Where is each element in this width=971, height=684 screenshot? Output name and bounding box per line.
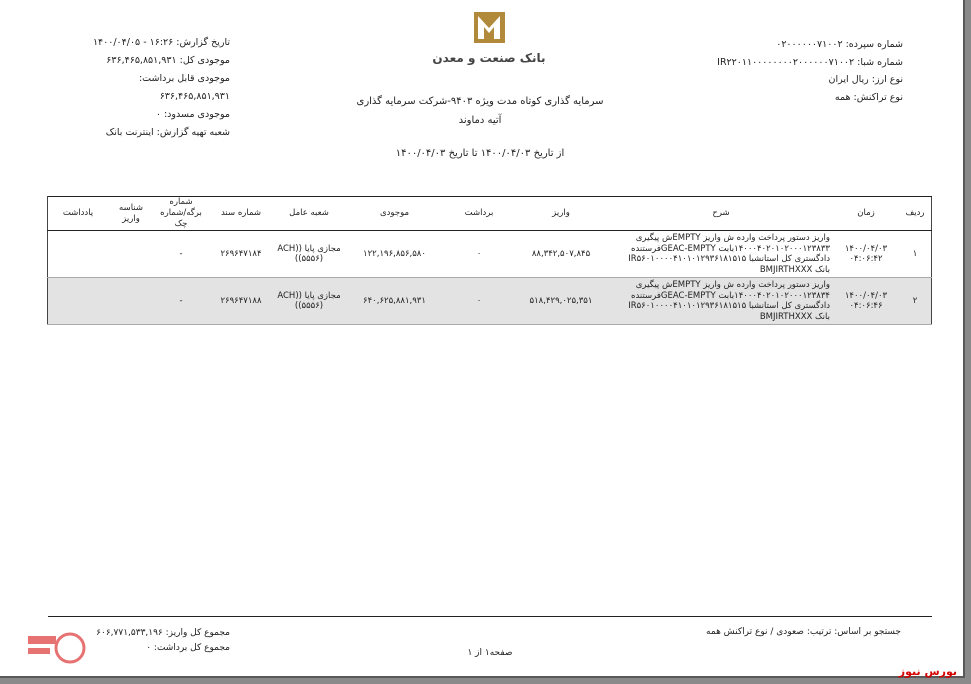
watermark-logo [24, 628, 94, 668]
report-summary [75, 34, 230, 142]
cell-note [48, 231, 109, 278]
col-payid-line2: واریز [122, 213, 140, 224]
cell-time [833, 278, 899, 325]
bank-name: بانک صنعت و معدن [432, 51, 546, 65]
account-info [717, 36, 903, 106]
col-doc-no: شماره سند [208, 197, 274, 231]
account-number: شماره سپرده: ۰۲۰۰۰۰۰۰۷۱۰۰۲ [776, 39, 903, 50]
page-number: صفحه۱ از ۱ [467, 648, 513, 658]
title-line-1: سرمایه گذاری کوتاه مدت ویژه ۹۴۰۳-شرکت سرمایه گذاری [356, 96, 604, 107]
total-deposit: مجموع کل واریز: ۶۰۶,۷۷۱,۵۳۳,۱۹۶ [96, 628, 230, 638]
cell-time-value: ۰۴:۰۶:۴۶ [849, 301, 883, 311]
col-deposit: واریز [513, 197, 609, 231]
table-row [48, 278, 932, 325]
cell-balance: ۶۴۰,۶۲۵,۸۸۱,۹۳۱ [344, 278, 445, 325]
cell-doc-no: ۲۶۹۶۴۷۱۸۸ [208, 278, 274, 325]
cell-payid [108, 278, 154, 325]
currency-type: نوع ارز: ریال ایران [828, 74, 903, 85]
cell-doc-no: ۲۶۹۶۴۷۱۸۴ [208, 231, 274, 278]
cell-withdraw: ۰ [445, 278, 513, 325]
bank-logo [432, 10, 547, 70]
transaction-type: نوع تراکنش: همه [834, 91, 903, 103]
col-withdraw: برداشت [445, 197, 513, 231]
cell-time [833, 231, 899, 278]
cell-balance: ۱۲۲,۱۹۶,۸۵۶,۵۸۰ [344, 231, 445, 278]
brand-watermark: بورس نیوز [898, 665, 957, 678]
cell-desc [609, 278, 833, 325]
desc-line: واریز دستور پرداخت وارده ش واریز EMPTYش پیگیری [635, 233, 830, 243]
branch-line: (۵۵۵۶)) [294, 301, 324, 311]
cell-deposit: ۵۱۸,۴۲۹,۰۲۵,۳۵۱ [513, 278, 609, 325]
cell-date-value: ۱۴۰۰/۰۴/۰۳ [844, 290, 888, 301]
cell-desc [609, 231, 833, 278]
cell-withdraw: ۰ [445, 231, 513, 278]
desc-line: بانک BMJIRTHXXX [759, 264, 830, 275]
footer-divider [48, 616, 932, 617]
statement-title [330, 92, 630, 130]
cell-deposit: ۸۸,۳۴۲,۵۰۷,۸۴۵ [513, 231, 609, 278]
col-note: یادداشت [48, 197, 109, 231]
branch-line: (۵۵۵۶)) [294, 254, 324, 264]
cell-payid [108, 231, 154, 278]
desc-line: ۱۴۰۰۰۴۰۲۰۱۰۲۰۰۰۱۲۳۸۳۴بابت GEAC-EMPTYفرستنده [630, 290, 830, 301]
total-balance: موجودی کل: ۶۳۶,۴۶۵,۸۵۱,۹۳۱ [106, 55, 230, 66]
desc-line: دادگستری کل استانشبا IR۵۶۰۱۰۰۰۰۴۱۰۱۰۱۲۹۳۶۱۸۱۵۱۵ [628, 254, 830, 264]
cell-branch [274, 231, 344, 278]
date-range: از تاریخ ۱۴۰۰/۰۴/۰۳ تا تاریخ ۱۴۰۰/۰۴/۰۳ [395, 148, 565, 159]
totals [80, 626, 230, 656]
bank-logo-icon [432, 10, 547, 70]
cell-note [48, 278, 109, 325]
table-header-row [48, 197, 932, 231]
cell-row: ۲ [899, 278, 932, 325]
report-date: تاریخ گزارش: ۱۶:۲۶ - ۱۴۰۰/۰۴/۰۵ [92, 37, 230, 48]
withdrawable-balance: موجودی قابل برداشت: ۶۳۶,۴۶۵,۸۵۱,۹۳۱ [138, 73, 230, 102]
report-branch: شعبه تهیه گزارش: اینترنت بانک [105, 127, 230, 138]
desc-line: ۱۴۰۰۰۴۰۲۰۱۰۲۰۰۰۱۲۳۸۳۳بابت GEAC-EMPTYفرستنده [630, 243, 830, 254]
col-row: ردیف [899, 197, 932, 231]
col-check-no-line1: شماره [169, 197, 193, 207]
col-time: زمان [833, 197, 899, 231]
blocked-balance: موجودی مسدود: ۰ [155, 109, 230, 120]
branch-line: مجازی پایا ((ACH [277, 290, 341, 301]
table-row [48, 231, 932, 278]
col-check-no [154, 197, 208, 231]
col-check-no-line2: برگه/شماره چک [160, 208, 202, 229]
col-balance: موجودی [344, 197, 445, 231]
cell-time-value: ۰۴:۰۶:۴۲ [849, 254, 883, 264]
search-basis: جستجو بر اساس: ترتیب: صعودی / نوع تراکنش همه [706, 627, 901, 637]
transactions-table [47, 196, 932, 325]
col-branch: شعبه عامل [274, 197, 344, 231]
branch-line: مجازی پایا ((ACH [277, 243, 341, 254]
desc-line: بانک BMJIRTHXXX [759, 311, 830, 322]
title-line-2: آتیه دماوند [458, 115, 502, 126]
sheba-number: شماره شبا: IR۲۲۰۱۱۰۰۰۰۰۰۰۰۲۰۰۰۰۰۰۷۱۰۰۲ [717, 56, 903, 68]
watermark-icon [24, 628, 94, 668]
desc-line: دادگستری کل استانشبا IR۵۶۰۱۰۰۰۰۴۱۰۱۰۱۲۹۳۶۱۸۱۵۱۵ [628, 301, 830, 311]
col-payid [108, 197, 154, 231]
cell-date-value: ۱۴۰۰/۰۴/۰۳ [844, 243, 888, 254]
desc-line: واریز دستور پرداخت وارده ش واریز EMPTYش پیگیری [635, 280, 830, 290]
cell-row: ۱ [899, 231, 932, 278]
col-desc: شرح [609, 197, 833, 231]
col-payid-line1: شناسه [119, 202, 143, 213]
total-withdraw: مجموع کل برداشت: ۰ [146, 643, 230, 653]
cell-check-no: - [154, 231, 208, 278]
cell-branch [274, 278, 344, 325]
cell-check-no: - [154, 278, 208, 325]
